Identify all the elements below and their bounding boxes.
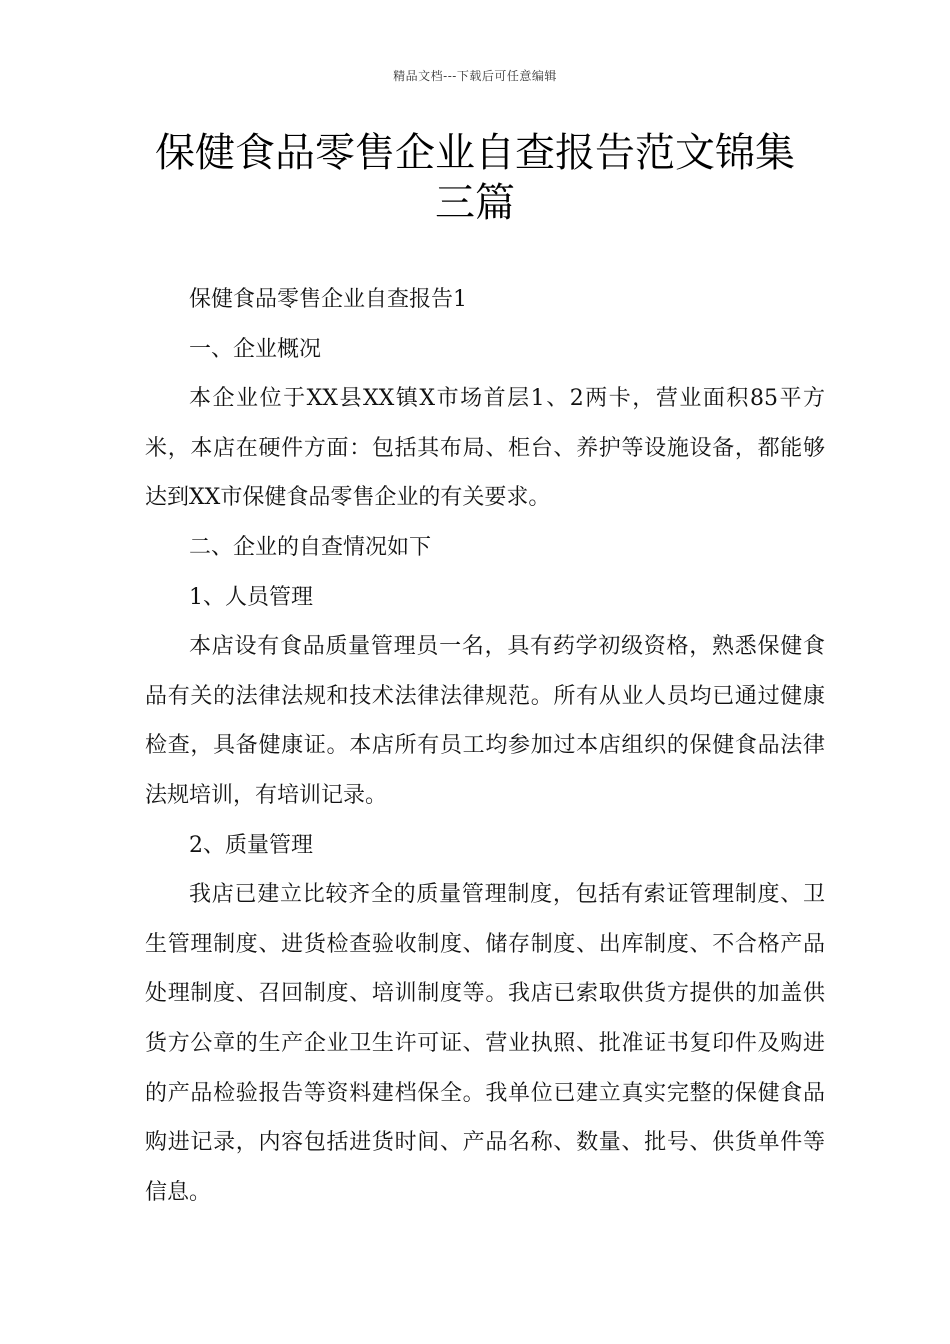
document-title: 保健食品零售企业自查报告范文锦集三篇: [155, 130, 795, 226]
header-note: 精品文档---下载后可任意编辑: [393, 69, 557, 83]
subheading-quality: 2、质量管理: [189, 832, 313, 858]
document-body: [145, 275, 825, 1217]
paragraph-overview: 本企业位于XX县XX镇X市场首层1、2两卡，营业面积85平方米，本店在硬件方面：包括其布局、柜台、养护等设施设备，都能够达到XX市保健食品零售企业的有关要求。: [145, 386, 825, 511]
section-heading-overview: 一、企业概况: [189, 336, 322, 362]
section-heading-report-1: 保健食品零售企业自查报告1: [189, 287, 467, 312]
paragraph-personnel: 本店设有食品质量管理员一名，具有药学初级资格，熟悉保健食品有关的法律法规和技术法律法律规范。所有从业人员均已通过健康检查，具备健康证。本店所有员工均参加过本店组织的保健食品法律法规培训，有培训记录。: [145, 634, 825, 808]
paragraph-quality: 我店已建立比较齐全的质量管理制度，包括有索证管理制度、卫生管理制度、进货检查验收制度、储存制度、出库制度、不合格产品处理制度、召回制度、培训制度等。我店已索取供货方提供的加盖供货方公章的生产企业卫生许可证、营业执照、批准证书复印件及购进的产品检验报告等资料建档保全。我单位已建立真实完整的保健食品购进记录，内容包括进货时间、产品名称、数量、批号、供货单件等信息。: [145, 882, 825, 1205]
section-heading-self-check: 二、企业的自查情况如下: [189, 534, 432, 560]
subheading-personnel: 1、人员管理: [189, 584, 313, 610]
